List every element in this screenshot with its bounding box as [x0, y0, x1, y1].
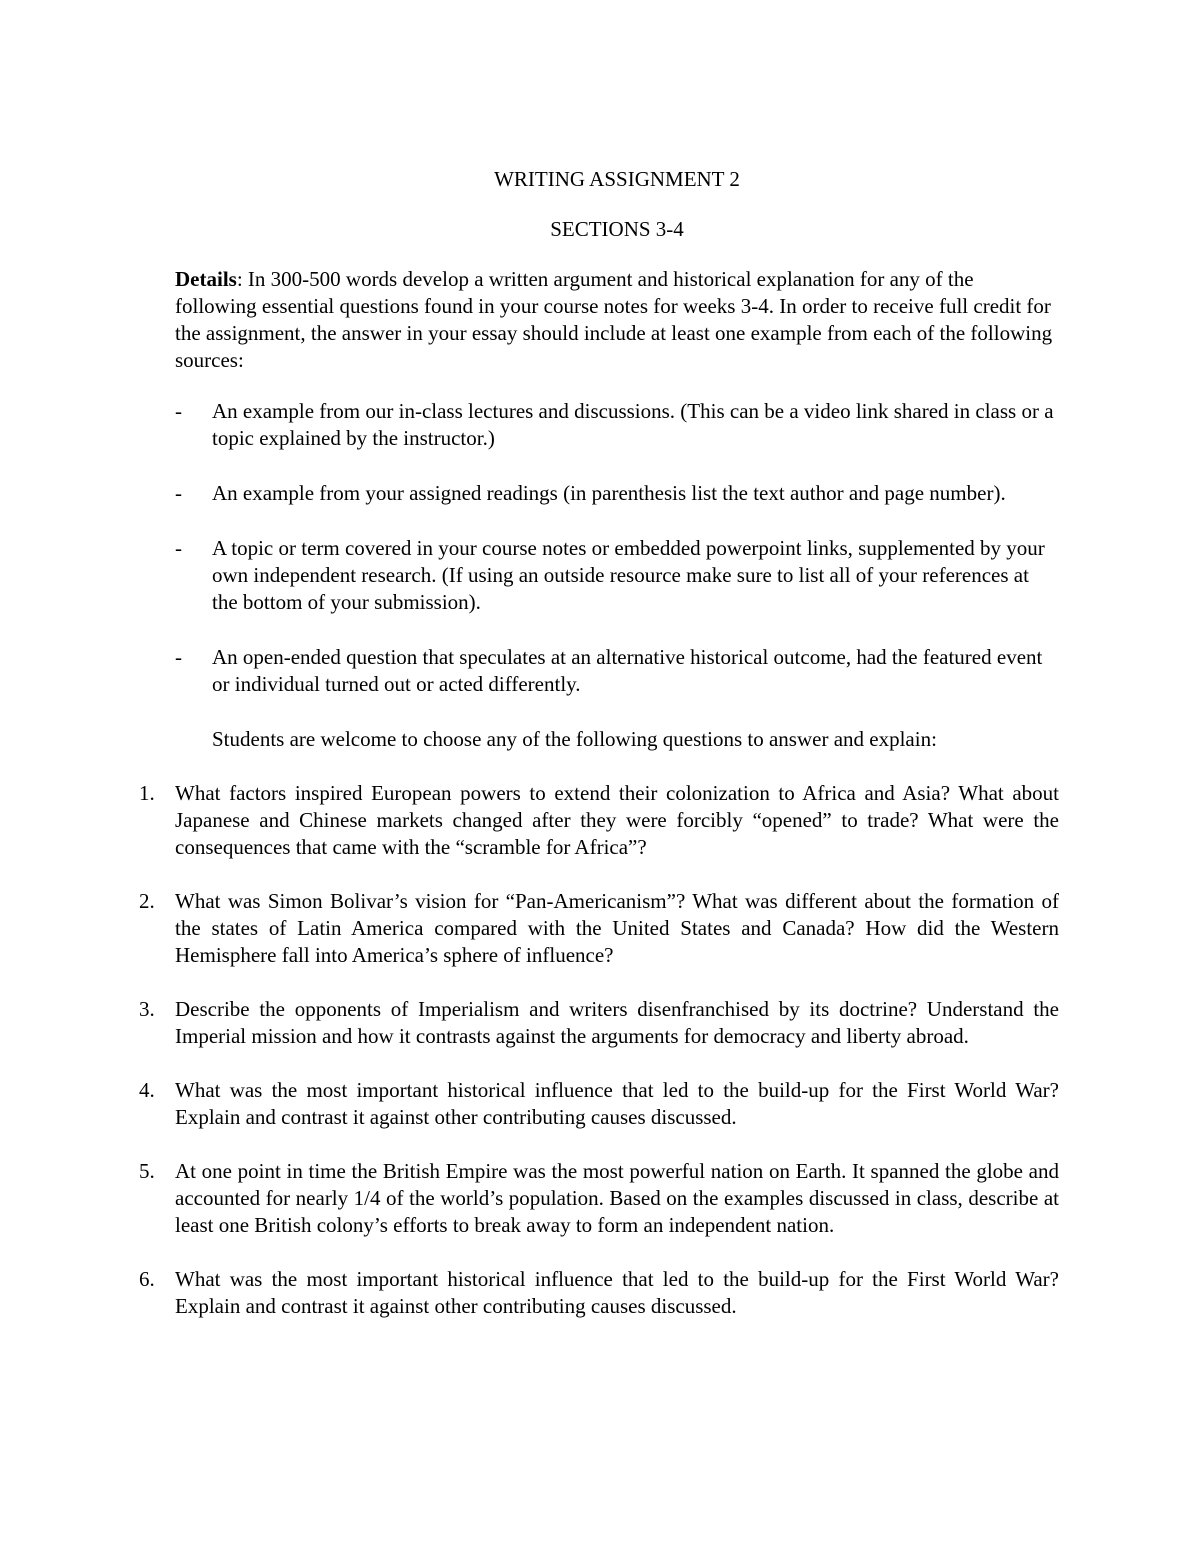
bullet-dash: - — [175, 399, 182, 423]
bullet-text: A topic or term covered in your course notes or embedded powerpoint links, supplemented by your own independent research. (If using an outside resource make sure to list all of your references at the bottom of your submission). — [212, 536, 1045, 614]
essay-questions-list — [139, 780, 1059, 1320]
question-item — [139, 1266, 1059, 1320]
question-text: What factors inspired European powers to extend their colonization to Africa and Asia? What about Japanese and Chinese markets changed after they were forcibly “opened” to trade? What were the consequences that came with the “scramble for Africa”? — [175, 781, 1059, 859]
question-item — [139, 1077, 1059, 1131]
bullet-item — [175, 398, 1059, 452]
question-text: At one point in time the British Empire was the most powerful nation on Earth. It spanned the globe and accounted for nearly 1/4 of the world’s population. Based on the examples discussed in class, describe at least one British colony’s efforts to break away to form an independent nation. — [175, 1159, 1059, 1237]
bullet-item — [175, 644, 1059, 698]
bullet-text: An example from our in-class lectures and discussions. (This can be a video link shared in class or a topic explained by the instructor.) — [212, 399, 1054, 450]
details-paragraph — [175, 266, 1059, 374]
bullet-item — [175, 535, 1059, 616]
question-number: 6. — [139, 1267, 155, 1291]
details-text: : In 300-500 words develop a written argument and historical explanation for any of the following essential questions found in your course notes for weeks 3-4. In order to receive full credit for the assignment, the answer in your essay should include at least one example from each of the following sources: — [175, 267, 1053, 372]
question-number: 2. — [139, 889, 155, 913]
bullet-text: An open-ended question that speculates at an alternative historical outcome, had the featured event or individual turned out or acted differently. — [212, 645, 1043, 696]
bullet-item — [175, 480, 1059, 507]
source-requirements-list — [175, 398, 1059, 698]
document-content — [139, 166, 1059, 1347]
question-number: 4. — [139, 1078, 155, 1102]
question-text: What was the most important historical influence that led to the build-up for the First World War? Explain and contrast it against other contributing causes discussed. — [175, 1267, 1059, 1318]
questions-intro: Students are welcome to choose any of the following questions to answer and explain: — [212, 727, 937, 751]
question-number: 1. — [139, 781, 155, 805]
bullet-dash: - — [175, 645, 182, 669]
question-text: What was Simon Bolivar’s vision for “Pan-Americanism”? What was different about the formation of the states of Latin America compared with the United States and Canada? How did the Western Hemisphere fall into America’s sphere of influence? — [175, 889, 1059, 967]
question-item — [139, 780, 1059, 861]
details-label: Details — [175, 267, 237, 291]
question-text: What was the most important historical influence that led to the build-up for the First World War? Explain and contrast it against other contributing causes discussed. — [175, 1078, 1059, 1129]
question-text: Describe the opponents of Imperialism and writers disenfranchised by its doctrine? Understand the Imperial mission and how it contrasts against the arguments for democracy and liberty abroad. — [175, 997, 1059, 1048]
question-item — [139, 888, 1059, 969]
question-item — [139, 996, 1059, 1050]
bullet-dash: - — [175, 481, 182, 505]
question-item — [139, 1158, 1059, 1239]
bullet-dash: - — [175, 536, 182, 560]
bullet-text: An example from your assigned readings (in parenthesis list the text author and page number). — [212, 481, 1006, 505]
document-title: WRITING ASSIGNMENT 2 — [494, 167, 740, 191]
question-number: 3. — [139, 997, 155, 1021]
document-subtitle: SECTIONS 3-4 — [550, 217, 684, 241]
question-number: 5. — [139, 1159, 155, 1183]
